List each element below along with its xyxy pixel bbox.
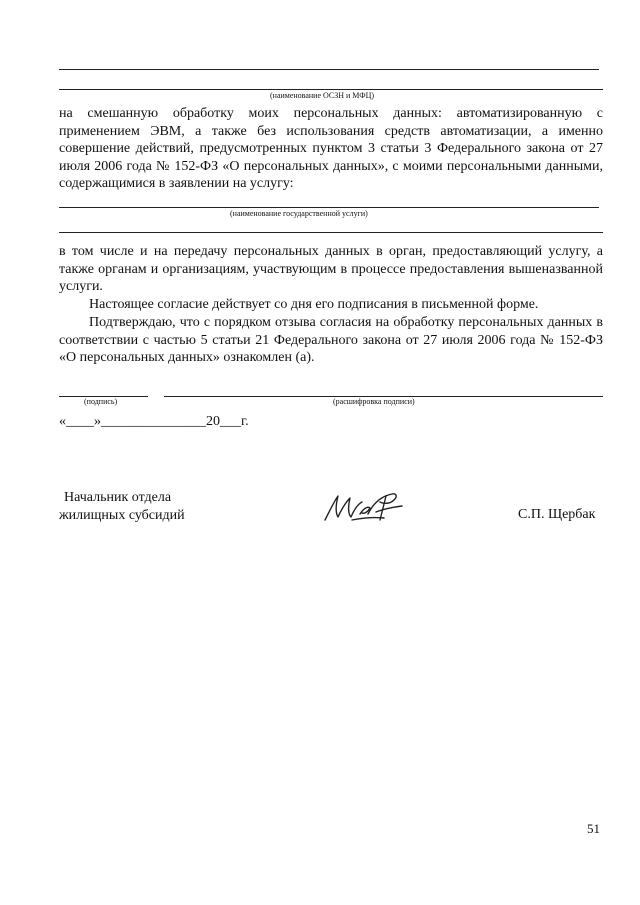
service-name-line-1	[59, 207, 599, 208]
consent-paragraph-3: Настоящее согласие действует со дня его подписания в письменной форме.	[89, 297, 539, 312]
org-name-line-1	[59, 69, 599, 70]
handwritten-signature	[322, 490, 406, 526]
org-name-caption: (наименование ОСЗН и МФЦ)	[270, 91, 375, 100]
signature-caption: (подпись)	[84, 397, 118, 406]
official-title-line-2: жилищных субсидий	[59, 508, 185, 523]
consent-paragraph-2: в том числе и на передачу персональных данных в орган, предоставляющий услугу, а также органам и организациям, участвующим в процессе предоставления вышеназванной услуги.	[59, 244, 603, 295]
official-title-line-1: Начальник отдела	[64, 490, 172, 505]
service-name-caption: (наименование государственной услуги)	[230, 209, 368, 218]
page-number: 51	[587, 821, 600, 836]
org-name-line-2	[59, 89, 603, 90]
consent-paragraph-4: Подтверждаю, что с порядком отзыва согласия на обработку персональных данных в соответствии с частью 5 статьи 21 Федерального закона от 27 июля 2006 года № 152-ФЗ «О персональных данных» ознакомлен (а).	[59, 315, 603, 366]
date-line: «____»_______________20___г.	[59, 414, 249, 429]
consent-paragraph-1: на смешанную обработку моих персональных данных: автоматизированную с применением ЭВМ, а также без использования средств автоматизации, а именно совершение действий, предусмотренных пунктом 3 статьи 3 Федерального закона от 27 июля 2006 года № 152-ФЗ «О персональных данных», с моими персональными данными, содержащимися в заявлении на услугу:	[59, 106, 603, 192]
official-name: С.П. Щербак	[518, 507, 596, 522]
signature-decoding-caption: (расшифровка подписи)	[333, 397, 415, 406]
service-name-line-2	[59, 232, 603, 233]
